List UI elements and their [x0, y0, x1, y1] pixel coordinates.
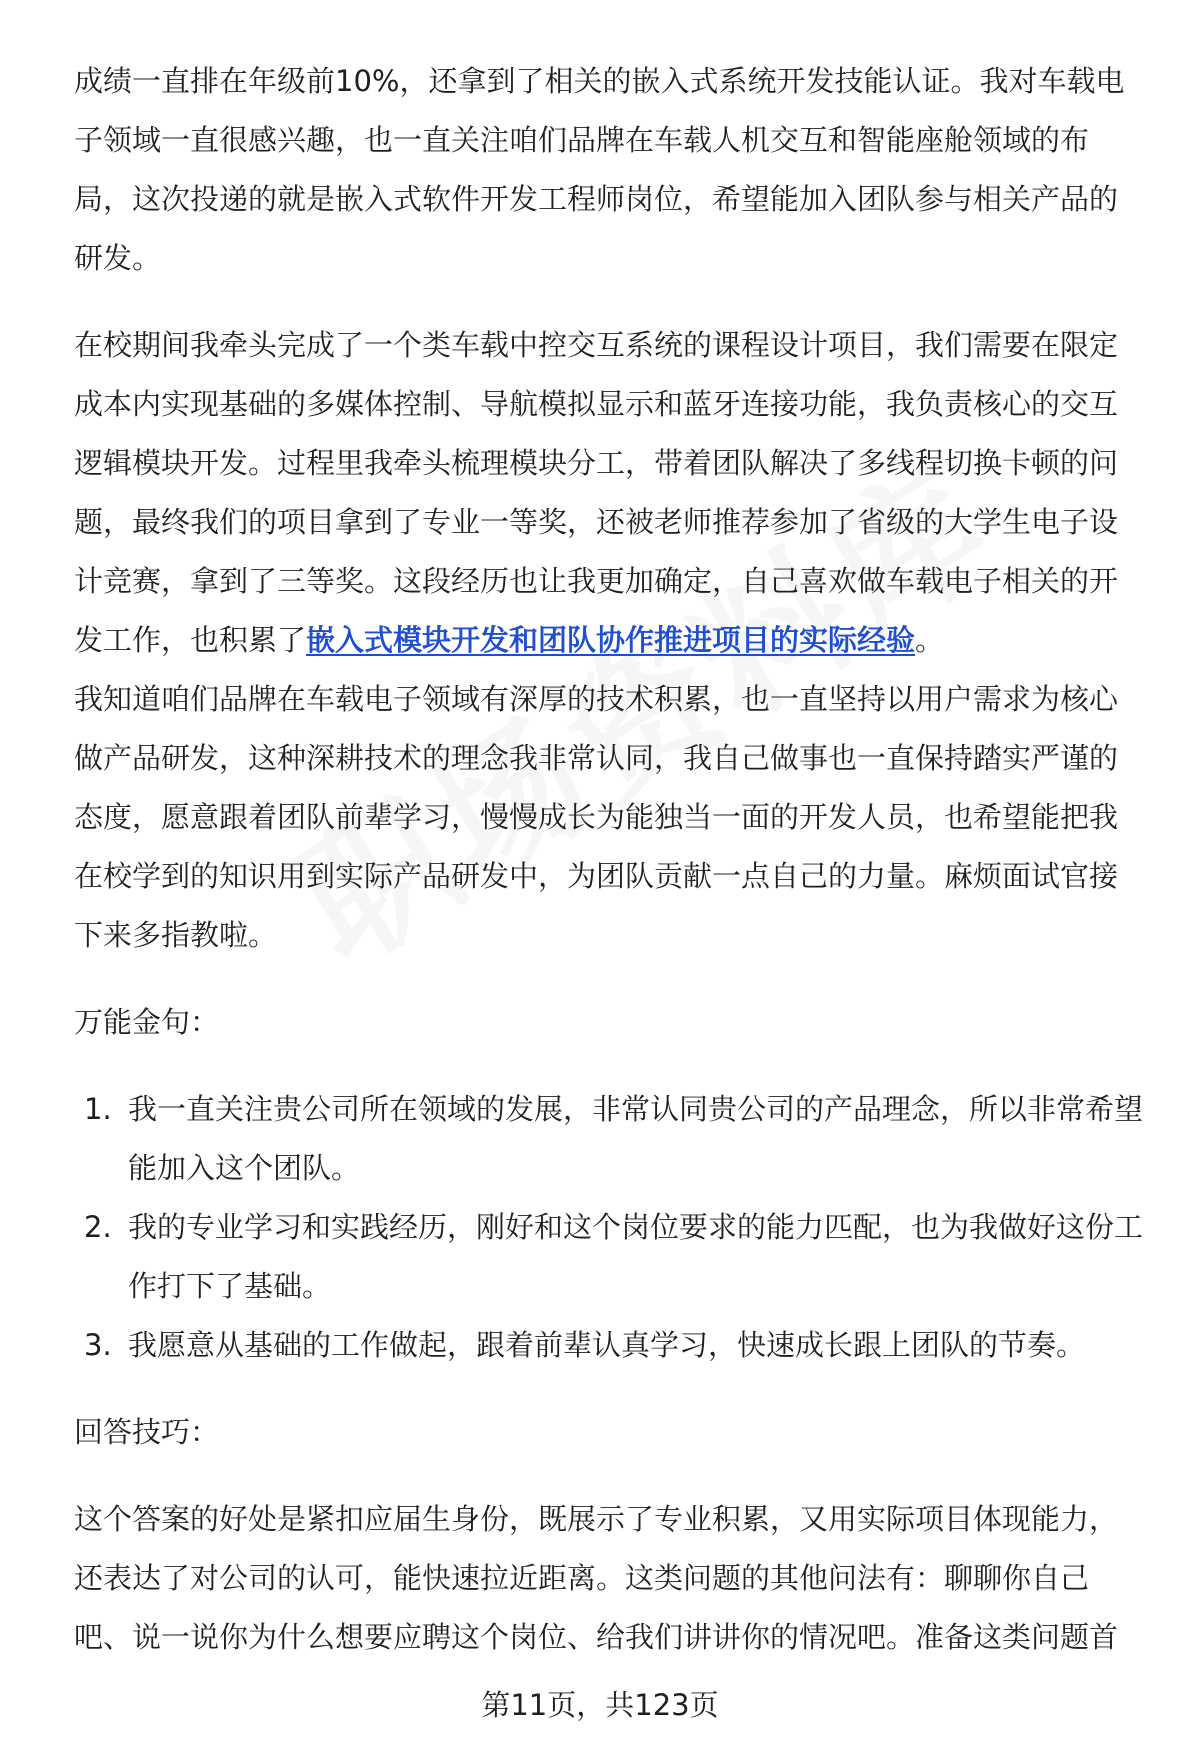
paragraph-intro: 成绩一直排在年级前10%，还拿到了相关的嵌入式系统开发技能认证。我对车载电子领域一直很感兴趣，也一直关注咱们品牌在车载人机交互和智能座舱领域的布局，这次投递的就是嵌入式软件开发工程师岗位，希望能加入团队参与相关产品的研发。 — [74, 64, 1125, 275]
list-text: 我愿意从基础的工作做起，跟着前辈认真学习，快速成长跟上团队的节奏。 — [128, 1328, 1086, 1362]
paragraph-project — [74, 316, 1144, 670]
paragraph-project-end: 。 — [915, 623, 945, 657]
document-body — [74, 52, 1144, 1667]
heading-golden-phrases: 万能金句： — [74, 1005, 220, 1039]
highlight-link[interactable]: 嵌入式模块开发和团队协作推进项目的实际经验 — [306, 623, 916, 657]
page-footer: 第11页，共123页 — [481, 1688, 719, 1722]
heading-answer-tips: 回答技巧： — [74, 1415, 220, 1449]
golden-phrases-list — [74, 1080, 1144, 1375]
list-text: 我的专业学习和实践经历，刚好和这个岗位要求的能力匹配，也为我做好这份工作打下了基础。 — [128, 1210, 1144, 1303]
list-number: 2. — [84, 1210, 112, 1244]
paragraph-project-text: 在校期间我牵头完成了一个类车载中控交互系统的课程设计项目，我们需要在限定成本内实现基础的多媒体控制、导航模拟显示和蓝牙连接功能，我负责核心的交互逻辑模块开发。过程里我牵头梳理模块分工，带着团队解决了多线程切换卡顿的问题，最终我们的项目拿到了专业一等奖，还被老师推荐参加了省级的大学生电子设计竞赛，拿到了三等奖。这段经历也让我更加确定，自己喜欢做车载电子相关的开发工作，也积累了 — [74, 328, 1119, 657]
list-item — [74, 1080, 1144, 1198]
list-item — [74, 1316, 1144, 1375]
paragraph-brand: 我知道咱们品牌在车载电子领域有深厚的技术积累，也一直坚持以用户需求为核心做产品研发，这种深耕技术的理念我非常认同，我自己做事也一直保持踏实严谨的态度，愿意跟着团队前辈学习，慢慢成长为能独当一面的开发人员，也希望能把我在校学到的知识用到实际产品研发中，为团队贡献一点自己的力量。麻烦面试官接下来多指教啦。 — [74, 682, 1119, 952]
list-text: 我一直关注贵公司所在领域的发展，非常认同贵公司的产品理念，所以非常希望能加入这个团队。 — [128, 1092, 1144, 1185]
paragraph-tips: 这个答案的好处是紧扣应届生身份，既展示了专业积累，又用实际项目体现能力，还表达了对公司的认可，能快速拉近距离。这类问题的其他问法有：聊聊你自己吧、说一说你为什么想要应聘这个岗位、给我们讲讲你的情况吧。准备这类问题首 — [74, 1502, 1119, 1654]
list-item — [74, 1198, 1144, 1316]
list-number: 1. — [84, 1092, 112, 1126]
list-number: 3. — [84, 1328, 112, 1362]
